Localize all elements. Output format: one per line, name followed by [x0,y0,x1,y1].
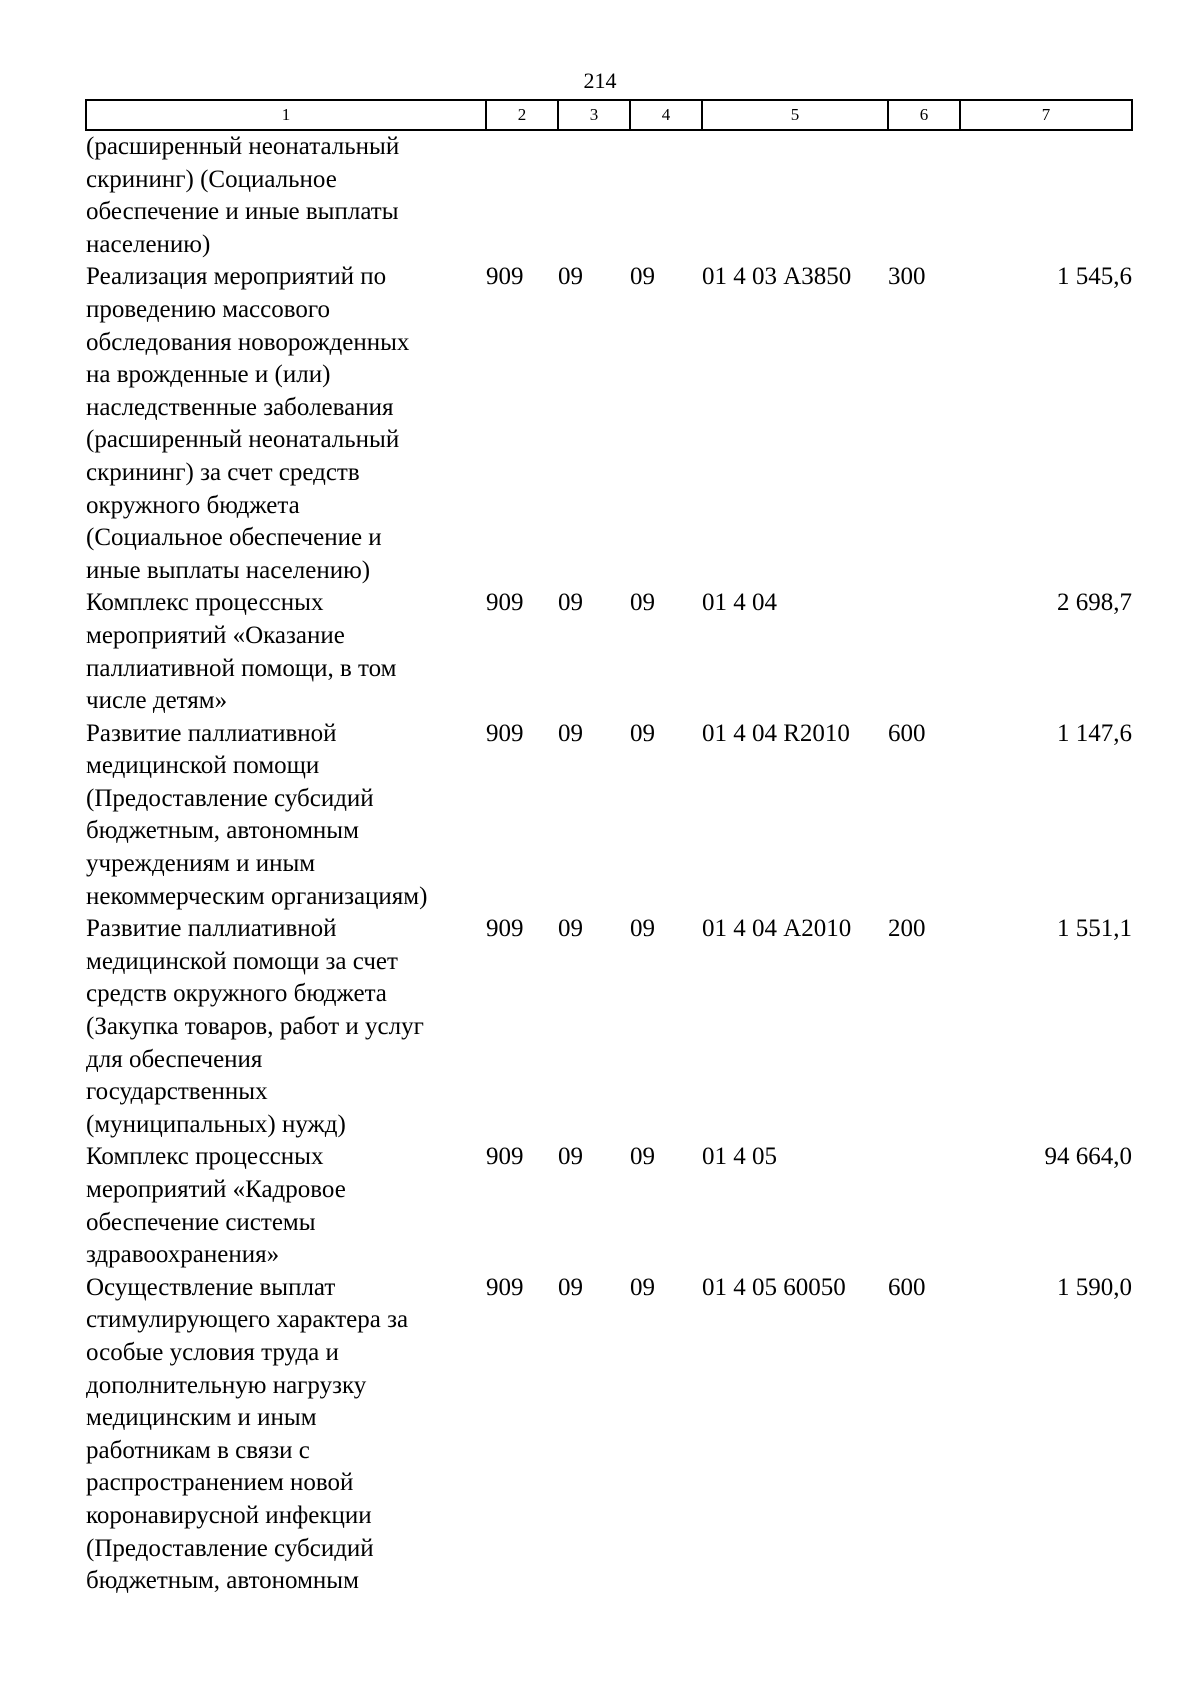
row-code-4: 09 [630,263,655,291]
row-code-2 [486,130,558,261]
table-row [86,130,1132,261]
row-code-6: 600 [888,719,926,747]
row-name: Осуществление выплат стимулирующего характера за особые условия труда и дополнительную нагрузку медицинским и иным работникам в связи с распространением новой коронавирусной инфекции (Предоставление субсидий бюджетным, автономным [86,1273,409,1595]
row-code-5: 01 4 04 А2010 [702,915,852,943]
table-header-row [86,100,1132,130]
column-header: 2 [486,100,558,130]
row-amount: 94 664,0 [1044,1143,1132,1171]
row-amount: 2 698,7 [1057,589,1132,617]
budget-table [85,99,1133,1598]
row-code-4: 09 [630,1273,655,1301]
page-number: 214 [583,68,617,93]
table-row [86,718,1132,914]
row-name: Развитие паллиативной медицинской помощи за счет средств окружного бюджета (Закупка товаров, работ и услуг для обеспечения государственных (муниципальных) нужд) [86,915,424,1138]
column-header: 7 [960,100,1132,130]
row-code-4: 09 [630,589,655,617]
row-code-3: 09 [558,1273,583,1301]
row-code-3 [558,130,630,261]
row-amount: 1 551,1 [1057,915,1132,943]
row-code-4: 09 [630,719,655,747]
row-code-3: 09 [558,719,583,747]
row-code-6: 600 [888,1273,926,1301]
row-code-2: 909 [486,1273,524,1301]
column-header: 5 [702,100,888,130]
row-code-4 [630,130,702,261]
row-code-3: 09 [558,915,583,943]
row-code-5: 01 4 05 60050 [702,1273,846,1301]
row-amount [960,130,1132,261]
row-amount: 1 545,6 [1057,263,1132,291]
row-amount: 1 147,6 [1057,719,1132,747]
row-name: Реализация мероприятий по проведению массового обследования новорожденных на врожденные и (или) наследственные заболевания (расширенный неонатальный скрининг) за счет средств окружного бюджета (Социальное обеспечение и иные выплаты населению) [86,263,410,584]
row-name: Комплекс процессных мероприятий «Оказание паллиативной помощи, в том числе детям» [86,589,397,715]
row-code-6 [888,130,960,261]
row-code-3: 09 [558,263,583,291]
row-code-5: 01 4 04 R2010 [702,719,850,747]
row-code-5 [702,130,888,261]
row-code-3: 09 [558,1143,583,1171]
row-code-5: 01 4 04 [702,589,777,617]
table-row [86,261,1132,587]
row-code-6: 200 [888,915,926,943]
table-row [86,913,1132,1141]
row-code-6 [888,587,960,717]
row-code-6: 300 [888,263,926,291]
column-header: 4 [630,100,702,130]
row-code-2: 909 [486,589,524,617]
row-code-5: 01 4 05 [702,1143,777,1171]
row-code-5: 01 4 03 А3850 [702,263,852,291]
row-amount: 1 590,0 [1057,1273,1132,1301]
row-code-2: 909 [486,719,524,747]
column-header: 1 [86,100,486,130]
row-name: Комплекс процессных мероприятий «Кадровое обеспечение системы здравоохранения» [86,1143,346,1269]
row-code-2: 909 [486,263,524,291]
table-row [86,1141,1132,1271]
row-code-2: 909 [486,915,524,943]
row-code-2: 909 [486,1143,524,1171]
table-row [86,1272,1132,1598]
row-name: Развитие паллиативной медицинской помощи (Предоставление субсидий бюджетным, автономным учреждениям и иным некоммерческим организациям) [86,719,428,910]
row-code-3: 09 [558,589,583,617]
table-row [86,587,1132,717]
row-code-6 [888,1141,960,1271]
row-name: (расширенный неонатальный скрининг) (Социальное обеспечение и иные выплаты населению) [86,133,400,258]
column-header: 3 [558,100,630,130]
column-header: 6 [888,100,960,130]
row-code-4: 09 [630,915,655,943]
row-code-4: 09 [630,1143,655,1171]
